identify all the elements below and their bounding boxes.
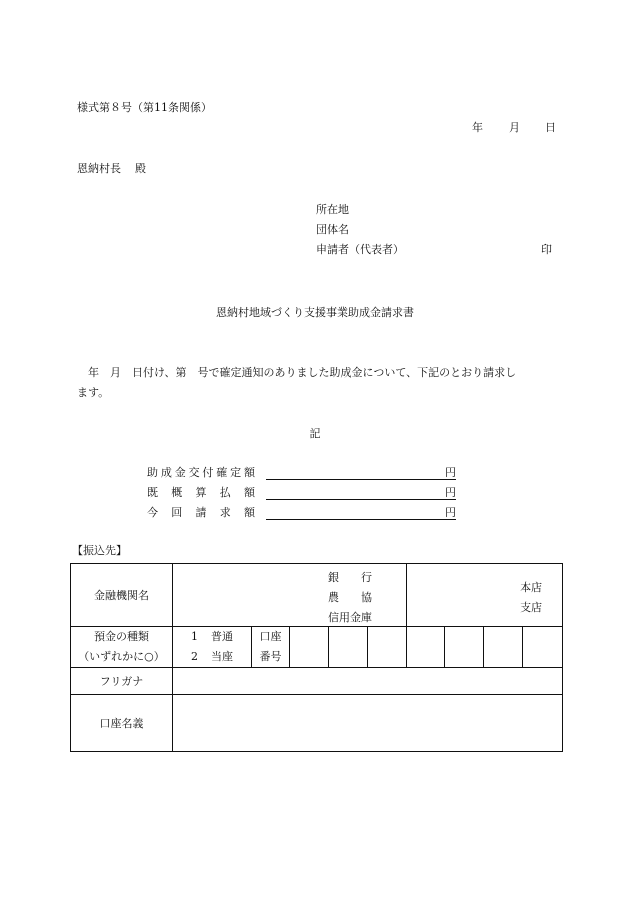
amount-label-current-request: 今回請求額 xyxy=(147,506,255,519)
date-year-label: 年 xyxy=(472,121,483,134)
addressee xyxy=(77,163,146,174)
addressee-name: 恩納村長 xyxy=(77,162,121,175)
deposit-option-checking[interactable]: 2 当座 xyxy=(191,650,233,663)
account-number-label: 口座 番号 xyxy=(252,627,290,668)
ki-heading: 記 xyxy=(309,427,321,440)
applicant-location-label: 所在地 xyxy=(316,203,349,216)
deposit-type-label-main: 預金の種類 xyxy=(94,630,149,643)
body-text-line-2: ます。 xyxy=(77,386,110,399)
account-digit-box[interactable] xyxy=(329,627,368,668)
account-digit-box[interactable] xyxy=(407,627,445,668)
yen-unit: 円 xyxy=(445,486,456,499)
account-digit-box[interactable] xyxy=(445,627,484,668)
addressee-suffix: 殿 xyxy=(135,162,146,175)
amount-field-current-request[interactable] xyxy=(266,506,456,520)
transfer-heading: 【振込先】 xyxy=(72,544,127,557)
account-holder-label: 口座名義 xyxy=(71,695,173,752)
bank-name-label: 金融機関名 xyxy=(71,564,173,627)
branch-type-head: 本店 xyxy=(520,581,543,594)
deposit-type-label xyxy=(71,627,173,668)
deposit-option-ordinary[interactable]: 1 普通 xyxy=(191,630,233,643)
account-digit-box[interactable] xyxy=(290,627,329,668)
account-holder-field[interactable] xyxy=(173,695,563,752)
deposit-type-options[interactable] xyxy=(173,627,252,668)
bank-type-ja: 農 協 xyxy=(328,591,372,604)
seal-mark: 印 xyxy=(541,243,552,256)
deposit-type-label-note: （いずれかに○） xyxy=(78,650,165,663)
account-digit-box[interactable] xyxy=(368,627,407,668)
amount-label-prepaid: 既概算払額 xyxy=(147,486,255,499)
furigana-field[interactable] xyxy=(173,668,563,695)
branch-type-branch: 支店 xyxy=(520,601,543,614)
branch-name-field[interactable] xyxy=(407,564,563,627)
amount-field-prepaid[interactable] xyxy=(266,486,456,500)
date-day-label: 日 xyxy=(545,121,556,134)
applicant-representative-label: 申請者（代表者） xyxy=(316,243,404,256)
applicant-organization-label: 団体名 xyxy=(316,223,349,236)
furigana-label: フリガナ xyxy=(71,668,173,695)
account-digit-box[interactable] xyxy=(523,627,563,668)
bank-type-shinkin: 信用金庫 xyxy=(328,611,372,624)
amount-field-confirmed[interactable] xyxy=(266,466,456,480)
bank-name-field[interactable] xyxy=(173,564,407,627)
amount-label-confirmed: 助成金交付確定額 xyxy=(147,466,255,479)
form-number: 様式第８号（第11条関係） xyxy=(77,101,212,114)
yen-unit: 円 xyxy=(445,466,456,479)
bank-type-bank: 銀 行 xyxy=(328,571,372,584)
body-text-line-1: 年 月 日付け、第 号で確定通知のありました助成金について、下記のとおり請求し xyxy=(77,366,517,379)
date-month-label: 月 xyxy=(509,121,520,134)
account-digit-box[interactable] xyxy=(484,627,523,668)
yen-unit: 円 xyxy=(445,506,456,519)
transfer-table xyxy=(70,563,563,752)
document-title: 恩納村地域づくり支援事業助成金請求書 xyxy=(216,306,414,319)
